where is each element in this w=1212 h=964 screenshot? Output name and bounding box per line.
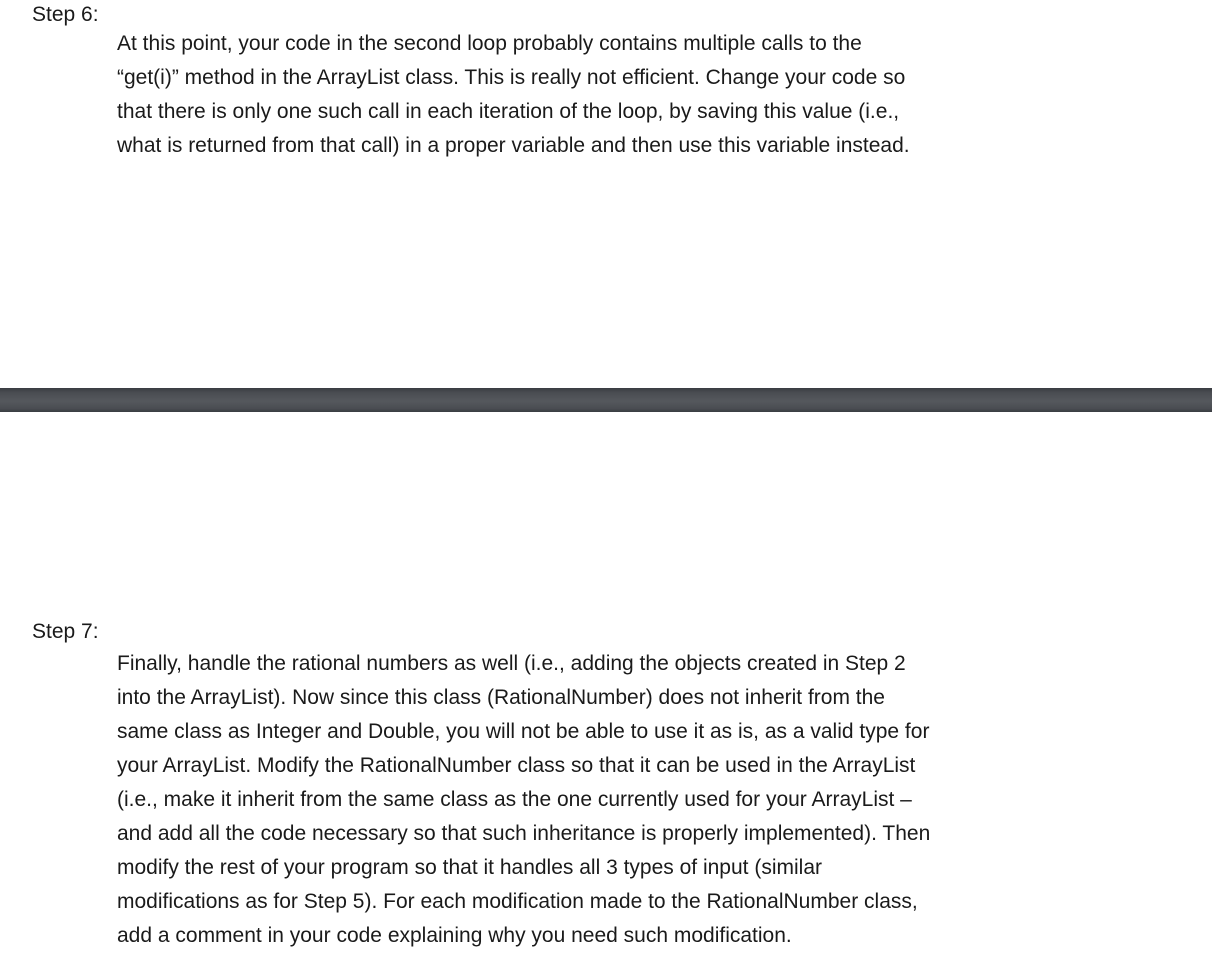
paragraph-line: At this point, your code in the second loop probably contains multiple calls to the — [117, 32, 862, 55]
paragraph-line: and add all the code necessary so that such inheritance is properly implemented). Then — [117, 822, 931, 845]
document-page-bottom — [0, 412, 1212, 964]
step-6-heading: Step 6: — [32, 3, 99, 26]
document-page-top — [0, 0, 1212, 388]
paragraph-line: same class as Integer and Double, you will not be able to use it as is, as a valid type for — [117, 720, 930, 743]
page-break-divider — [0, 388, 1212, 412]
paragraph-line: modifications as for Step 5). For each modification made to the RationalNumber class, — [117, 890, 918, 913]
paragraph-line: modify the rest of your program so that it handles all 3 types of input (similar — [117, 856, 822, 879]
paragraph-line: add a comment in your code explaining why you need such modification. — [117, 924, 792, 947]
step-7-heading: Step 7: — [32, 620, 99, 643]
paragraph-line: that there is only one such call in each iteration of the loop, by saving this value (i.e., — [117, 100, 900, 123]
paragraph-line: into the ArrayList). Now since this class (RationalNumber) does not inherit from the — [117, 686, 885, 709]
paragraph-line: your ArrayList. Modify the RationalNumber class so that it can be used in the ArrayList — [117, 754, 916, 777]
paragraph-line: (i.e., make it inherit from the same class as the one currently used for your ArrayList – — [117, 788, 912, 811]
paragraph-line: Finally, handle the rational numbers as well (i.e., adding the objects created in Step 2 — [117, 652, 906, 675]
paragraph-line: what is returned from that call) in a proper variable and then use this variable instead. — [117, 134, 910, 157]
step-6-paragraph — [117, 27, 1057, 163]
step-7-paragraph — [117, 647, 1057, 953]
paragraph-line: “get(i)” method in the ArrayList class. This is really not efficient. Change your code so — [117, 66, 906, 89]
